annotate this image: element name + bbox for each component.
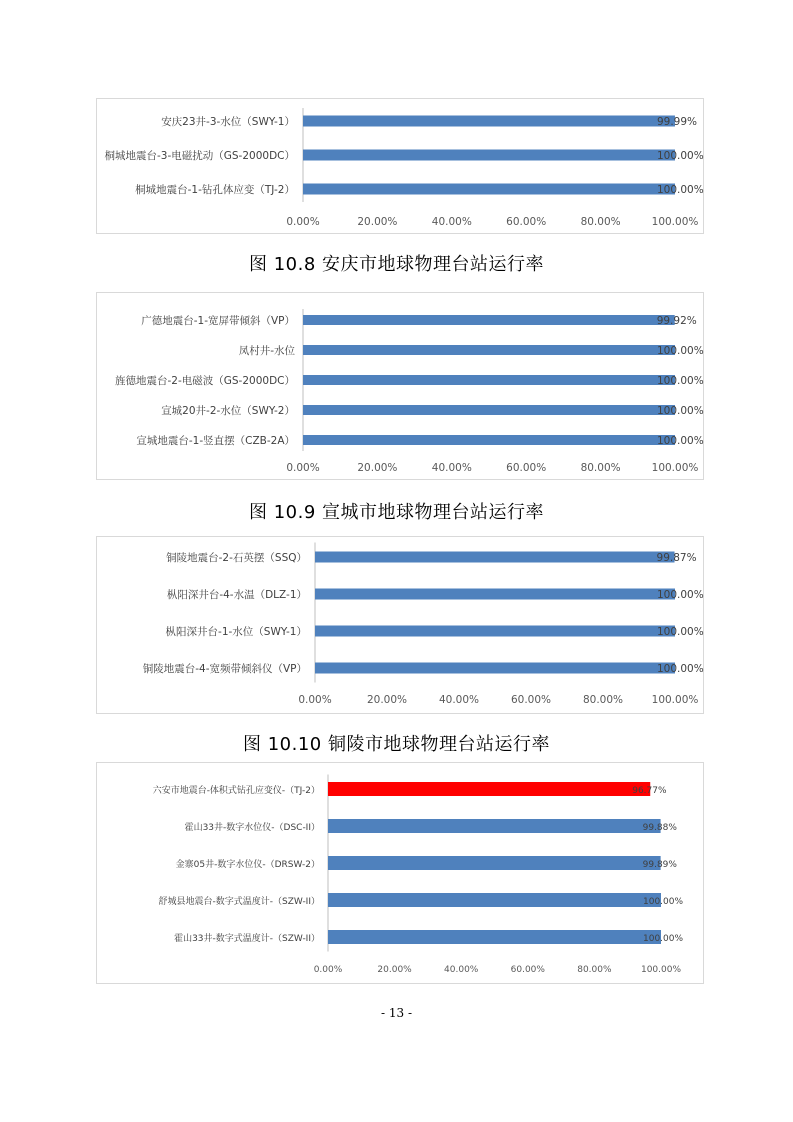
x-tick-label: 20.00% [357,216,398,228]
x-tick-label: 20.00% [377,965,412,975]
category-label: 桐城地震台-3-电磁扰动（GS-2000DC） [104,150,295,162]
category-label: 舒城县地震台-数字式温度计-（SZW-II） [158,897,320,907]
x-tick-label: 80.00% [577,965,612,975]
value-label: 99.88% [642,823,677,833]
chart-tongling [96,536,704,714]
bar [328,782,650,796]
bar [328,930,661,944]
bar [315,552,675,563]
category-label: 枞阳深井台-4-水温（DLZ-1） [166,589,307,601]
x-tick-label: 80.00% [580,216,621,228]
category-label: 金寨05井-数字水位仪-（DRSW-2） [175,860,320,870]
category-label: 凤村井-水位 [238,345,295,357]
bar [303,375,675,385]
bar [303,116,675,127]
x-tick-label: 60.00% [510,694,552,706]
bar [328,819,661,833]
x-tick-label: 100.00% [640,965,682,975]
bar [303,405,675,415]
x-tick-label: 40.00% [431,216,472,228]
bar [328,856,661,870]
x-tick-label: 40.00% [438,694,480,706]
value-label: 96.77% [632,786,667,796]
x-tick-label: 60.00% [510,965,545,975]
x-tick-label: 40.00% [444,965,479,975]
value-label: 100.00% [657,345,704,357]
value-label: 100.00% [657,663,704,675]
value-label: 100.00% [657,184,704,196]
x-tick-label: 60.00% [506,216,547,228]
category-label: 铜陵地震台-2-石英摆（SSQ） [166,552,307,564]
chart-anqing [96,98,704,234]
x-tick-label: 20.00% [357,462,398,474]
category-label: 铜陵地震台-4-宽频带倾斜仪（VP） [142,663,307,675]
value-label: 100.00% [657,435,704,447]
bar [315,663,675,674]
x-tick-label: 100.00% [651,462,699,474]
caption-xuancheng: 图 10.9 宣城市地球物理台站运行率 [248,502,545,523]
x-tick-label: 0.00% [313,965,343,975]
x-tick-label: 100.00% [651,694,699,706]
caption-anqing: 图 10.8 安庆市地球物理台站运行率 [248,254,545,275]
category-label: 霍山33井-数字水位仪-（DSC-II） [184,823,320,833]
x-tick-label: 100.00% [651,216,699,228]
bar [303,150,675,161]
chart-svg-3 [97,763,705,985]
bar [315,626,675,637]
x-tick-label: 0.00% [286,462,320,474]
value-label: 100.00% [657,589,704,601]
category-label: 宣城地震台-1-竖直摆（CZB-2A） [136,435,295,447]
chart-svg-2 [97,537,705,715]
value-label: 100.00% [643,897,684,907]
value-label: 99.87% [656,552,697,564]
category-label: 宣城20井-2-水位（SWY-2） [161,405,295,417]
x-tick-label: 0.00% [298,694,332,706]
x-tick-label: 60.00% [506,462,547,474]
value-label: 100.00% [643,934,684,944]
bar [303,184,675,195]
x-tick-label: 20.00% [366,694,408,706]
category-label: 桐城地震台-1-钻孔体应变（TJ-2） [135,184,295,196]
bar [328,893,661,907]
bar [303,315,675,325]
chart-xuancheng [96,292,704,480]
x-tick-label: 0.00% [286,216,320,228]
category-label: 枞阳深井台-1-水位（SWY-1） [165,626,307,638]
category-label: 广德地震台-1-宽屏带倾斜（VP） [141,315,295,327]
value-label: 100.00% [657,405,704,417]
bar [315,589,675,600]
x-tick-label: 80.00% [580,462,621,474]
bar [303,435,675,445]
value-label: 99.89% [642,860,677,870]
value-label: 100.00% [657,375,704,387]
chart-svg-0 [97,99,705,235]
category-label: 旌德地震台-2-电磁波（GS-2000DC） [115,375,295,387]
category-label: 安庆23井-3-水位（SWY-1） [161,116,295,128]
value-label: 99.99% [656,116,698,128]
value-label: 100.00% [657,626,704,638]
chart-svg-1 [97,293,705,481]
caption-tongling: 图 10.10 铜陵市地球物理台站运行率 [243,734,550,755]
bar [303,345,675,355]
x-tick-label: 40.00% [431,462,472,474]
x-tick-label: 80.00% [582,694,624,706]
category-label: 六安市地震台-体积式钻孔应变仪-（TJ-2） [152,786,320,796]
page-number: - 13 - [380,1006,412,1020]
category-label: 霍山33井-数字式温度计-（SZW-II） [174,934,320,944]
value-label: 100.00% [657,150,704,162]
chart-luan [96,762,704,984]
value-label: 99.92% [656,315,697,327]
